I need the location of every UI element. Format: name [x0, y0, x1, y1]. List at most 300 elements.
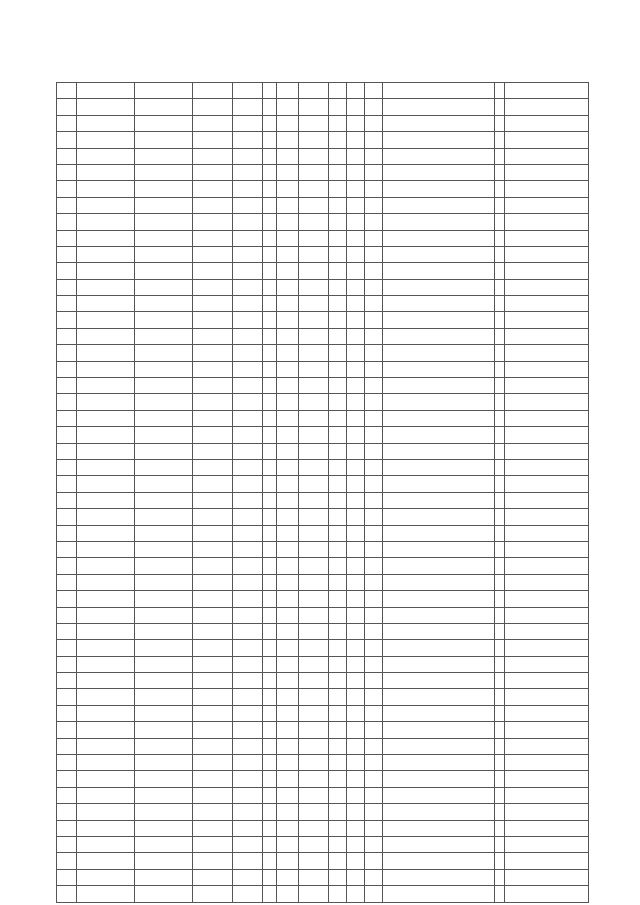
table-cell: [347, 787, 365, 803]
table-cell: [233, 476, 263, 492]
table-cell: [495, 99, 505, 115]
table-cell: [233, 607, 263, 623]
table-cell: [233, 279, 263, 295]
table-cell: [505, 886, 589, 902]
table-cell: [135, 296, 193, 312]
table-cell: [365, 345, 383, 361]
table-cell: [77, 886, 135, 902]
table-row: [57, 378, 589, 394]
table-cell: [505, 738, 589, 754]
table-cell: [233, 869, 263, 885]
table-cell: [193, 394, 233, 410]
table-cell: [299, 427, 329, 443]
table-cell: [505, 132, 589, 148]
table-cell: [233, 263, 263, 279]
table-cell: [57, 394, 77, 410]
table-cell: [383, 312, 495, 328]
table-cell: [135, 656, 193, 672]
table-cell: [277, 836, 299, 852]
table-cell: [77, 755, 135, 771]
table-cell: [135, 132, 193, 148]
table-cell: [277, 148, 299, 164]
table-cell: [57, 361, 77, 377]
table-cell: [233, 148, 263, 164]
table-cell: [299, 886, 329, 902]
table-cell: [57, 328, 77, 344]
table-row: [57, 394, 589, 410]
table-cell: [57, 869, 77, 885]
table-cell: [263, 705, 277, 721]
table-cell: [299, 83, 329, 99]
table-cell: [77, 656, 135, 672]
table-cell: [365, 656, 383, 672]
table-cell: [299, 525, 329, 541]
table-cell: [57, 181, 77, 197]
table-cell: [135, 443, 193, 459]
table-cell: [495, 132, 505, 148]
table-row: [57, 279, 589, 295]
table-cell: [135, 738, 193, 754]
table-cell: [329, 623, 347, 639]
table-cell: [383, 509, 495, 525]
table-cell: [77, 525, 135, 541]
table-cell: [193, 164, 233, 180]
table-cell: [495, 689, 505, 705]
table-cell: [277, 427, 299, 443]
table-cell: [347, 410, 365, 426]
table-cell: [365, 705, 383, 721]
table-cell: [347, 705, 365, 721]
table-cell: [277, 656, 299, 672]
table-cell: [77, 509, 135, 525]
table-cell: [193, 410, 233, 426]
table-cell: [77, 443, 135, 459]
table-cell: [347, 591, 365, 607]
table-cell: [57, 279, 77, 295]
table-cell: [299, 820, 329, 836]
table-cell: [347, 574, 365, 590]
table-cell: [329, 886, 347, 902]
table-cell: [233, 378, 263, 394]
table-cell: [329, 115, 347, 131]
table-cell: [277, 230, 299, 246]
table-cell: [329, 230, 347, 246]
table-cell: [365, 378, 383, 394]
table-cell: [365, 574, 383, 590]
table-cell: [347, 197, 365, 213]
table-cell: [57, 459, 77, 475]
table-cell: [383, 83, 495, 99]
table-row: [57, 148, 589, 164]
table-cell: [505, 345, 589, 361]
table-cell: [347, 83, 365, 99]
table-cell: [57, 246, 77, 262]
table-cell: [329, 492, 347, 508]
table-cell: [233, 197, 263, 213]
table-cell: [57, 541, 77, 557]
table-cell: [57, 230, 77, 246]
table-cell: [263, 820, 277, 836]
table-cell: [299, 361, 329, 377]
table-cell: [277, 886, 299, 902]
table-cell: [329, 427, 347, 443]
table-cell: [299, 99, 329, 115]
table-cell: [277, 771, 299, 787]
table-cell: [329, 345, 347, 361]
table-cell: [233, 164, 263, 180]
table-cell: [347, 525, 365, 541]
table-cell: [135, 541, 193, 557]
table-cell: [277, 607, 299, 623]
table-cell: [383, 361, 495, 377]
table-cell: [299, 705, 329, 721]
table-cell: [77, 640, 135, 656]
table-cell: [57, 574, 77, 590]
table-cell: [299, 378, 329, 394]
table-cell: [329, 181, 347, 197]
table-row: [57, 541, 589, 557]
table-cell: [193, 738, 233, 754]
table-cell: [57, 886, 77, 902]
table-cell: [135, 640, 193, 656]
table-cell: [277, 820, 299, 836]
table-cell: [57, 214, 77, 230]
table-cell: [329, 214, 347, 230]
table-cell: [57, 443, 77, 459]
table-cell: [233, 771, 263, 787]
table-row: [57, 99, 589, 115]
table-cell: [383, 328, 495, 344]
table-cell: [135, 673, 193, 689]
table-cell: [77, 83, 135, 99]
table-cell: [495, 328, 505, 344]
table-cell: [347, 361, 365, 377]
table-cell: [495, 459, 505, 475]
table-cell: [233, 410, 263, 426]
table-cell: [299, 804, 329, 820]
table-cell: [365, 738, 383, 754]
table-cell: [263, 361, 277, 377]
table-cell: [193, 558, 233, 574]
table-cell: [77, 771, 135, 787]
table-cell: [263, 492, 277, 508]
table-cell: [135, 197, 193, 213]
table-row: [57, 296, 589, 312]
table-cell: [77, 787, 135, 803]
table-cell: [365, 296, 383, 312]
table-cell: [495, 492, 505, 508]
table-cell: [193, 656, 233, 672]
table-cell: [299, 312, 329, 328]
table-cell: [365, 607, 383, 623]
table-cell: [193, 607, 233, 623]
table-cell: [365, 640, 383, 656]
table-cell: [57, 427, 77, 443]
table-cell: [505, 591, 589, 607]
table-cell: [77, 164, 135, 180]
table-cell: [193, 83, 233, 99]
table-cell: [383, 771, 495, 787]
table-cell: [233, 181, 263, 197]
table-cell: [505, 509, 589, 525]
table-cell: [347, 509, 365, 525]
table-cell: [263, 689, 277, 705]
table-cell: [277, 132, 299, 148]
table-cell: [495, 345, 505, 361]
table-cell: [383, 115, 495, 131]
table-cell: [263, 673, 277, 689]
table-cell: [77, 607, 135, 623]
table-cell: [347, 689, 365, 705]
table-cell: [277, 640, 299, 656]
table-cell: [135, 574, 193, 590]
table-cell: [383, 492, 495, 508]
table-cell: [505, 623, 589, 639]
table-cell: [135, 246, 193, 262]
table-cell: [193, 246, 233, 262]
table-cell: [505, 607, 589, 623]
table-cell: [383, 869, 495, 885]
table-cell: [299, 591, 329, 607]
table-cell: [347, 755, 365, 771]
table-cell: [329, 83, 347, 99]
table-cell: [299, 328, 329, 344]
table-cell: [347, 869, 365, 885]
table-cell: [277, 476, 299, 492]
table-cell: [505, 476, 589, 492]
table-cell: [329, 132, 347, 148]
table-cell: [263, 804, 277, 820]
table-cell: [135, 115, 193, 131]
table-cell: [263, 591, 277, 607]
table-row: [57, 181, 589, 197]
table-cell: [193, 214, 233, 230]
registry-table: [56, 82, 589, 903]
table-cell: [193, 574, 233, 590]
table-row: [57, 755, 589, 771]
table-cell: [495, 722, 505, 738]
table-cell: [495, 755, 505, 771]
table-cell: [233, 591, 263, 607]
table-cell: [495, 230, 505, 246]
table-cell: [299, 476, 329, 492]
table-cell: [193, 312, 233, 328]
table-row: [57, 869, 589, 885]
table-cell: [233, 246, 263, 262]
table-cell: [347, 148, 365, 164]
table-cell: [299, 509, 329, 525]
table-cell: [233, 214, 263, 230]
table-cell: [347, 214, 365, 230]
table-cell: [135, 378, 193, 394]
table-cell: [505, 148, 589, 164]
table-cell: [263, 509, 277, 525]
table-cell: [505, 755, 589, 771]
table-cell: [495, 853, 505, 869]
table-cell: [505, 427, 589, 443]
table-row: [57, 263, 589, 279]
table-cell: [193, 509, 233, 525]
table-cell: [495, 476, 505, 492]
table-cell: [233, 345, 263, 361]
table-cell: [347, 820, 365, 836]
table-row: [57, 459, 589, 475]
table-cell: [277, 673, 299, 689]
table-cell: [383, 640, 495, 656]
table-cell: [495, 361, 505, 377]
table-cell: [329, 689, 347, 705]
table-row: [57, 804, 589, 820]
table-cell: [495, 378, 505, 394]
table-cell: [135, 820, 193, 836]
table-cell: [299, 132, 329, 148]
table-cell: [77, 574, 135, 590]
table-cell: [233, 230, 263, 246]
table-cell: [263, 558, 277, 574]
table-cell: [365, 443, 383, 459]
table-cell: [277, 296, 299, 312]
table-cell: [135, 148, 193, 164]
table-cell: [347, 328, 365, 344]
table-cell: [505, 410, 589, 426]
table-cell: [383, 427, 495, 443]
table-cell: [57, 99, 77, 115]
table-cell: [233, 836, 263, 852]
table-cell: [233, 541, 263, 557]
table-cell: [135, 230, 193, 246]
table-cell: [365, 886, 383, 902]
table-cell: [57, 378, 77, 394]
table-row: [57, 164, 589, 180]
table-cell: [77, 378, 135, 394]
table-row: [57, 214, 589, 230]
table-cell: [383, 296, 495, 312]
table-cell: [263, 787, 277, 803]
table-cell: [193, 181, 233, 197]
table-cell: [383, 886, 495, 902]
table-cell: [383, 623, 495, 639]
table-cell: [57, 164, 77, 180]
table-cell: [277, 181, 299, 197]
table-cell: [77, 345, 135, 361]
table-cell: [77, 492, 135, 508]
table-cell: [233, 361, 263, 377]
table-cell: [57, 296, 77, 312]
table-cell: [233, 525, 263, 541]
table-cell: [505, 115, 589, 131]
table-cell: [347, 836, 365, 852]
table-cell: [135, 689, 193, 705]
table-cell: [347, 623, 365, 639]
table-cell: [329, 558, 347, 574]
table-cell: [383, 738, 495, 754]
table-cell: [193, 804, 233, 820]
table-cell: [233, 509, 263, 525]
table-cell: [299, 197, 329, 213]
table-cell: [263, 181, 277, 197]
table-cell: [77, 279, 135, 295]
table-cell: [495, 246, 505, 262]
table-cell: [329, 656, 347, 672]
table-cell: [193, 148, 233, 164]
table-cell: [77, 197, 135, 213]
table-cell: [329, 394, 347, 410]
table-cell: [299, 623, 329, 639]
table-cell: [365, 328, 383, 344]
table-row: [57, 771, 589, 787]
table-cell: [77, 214, 135, 230]
table-cell: [77, 722, 135, 738]
table-cell: [299, 755, 329, 771]
table-row: [57, 312, 589, 328]
table-cell: [495, 574, 505, 590]
table-cell: [329, 525, 347, 541]
table-cell: [77, 558, 135, 574]
table-cell: [365, 148, 383, 164]
table-cell: [299, 443, 329, 459]
table-cell: [193, 296, 233, 312]
table-cell: [347, 853, 365, 869]
table-cell: [193, 787, 233, 803]
table-cell: [495, 787, 505, 803]
table-cell: [135, 509, 193, 525]
table-cell: [299, 607, 329, 623]
table-row: [57, 591, 589, 607]
table-cell: [77, 853, 135, 869]
table-cell: [77, 804, 135, 820]
table-cell: [57, 312, 77, 328]
table-cell: [495, 312, 505, 328]
table-row: [57, 83, 589, 99]
table-cell: [263, 427, 277, 443]
table-cell: [193, 820, 233, 836]
table-cell: [263, 296, 277, 312]
table-cell: [505, 787, 589, 803]
table-cell: [347, 246, 365, 262]
table-cell: [193, 492, 233, 508]
table-cell: [329, 361, 347, 377]
table-cell: [383, 197, 495, 213]
table-cell: [347, 443, 365, 459]
table-cell: [263, 246, 277, 262]
table-cell: [77, 836, 135, 852]
table-cell: [277, 197, 299, 213]
table-cell: [57, 853, 77, 869]
table-cell: [329, 673, 347, 689]
table-cell: [193, 197, 233, 213]
table-cell: [329, 574, 347, 590]
table-cell: [193, 853, 233, 869]
table-cell: [495, 427, 505, 443]
table-cell: [233, 623, 263, 639]
table-cell: [347, 771, 365, 787]
table-cell: [495, 164, 505, 180]
table-cell: [277, 312, 299, 328]
table-cell: [277, 787, 299, 803]
table-cell: [365, 591, 383, 607]
table-cell: [505, 705, 589, 721]
table-cell: [233, 787, 263, 803]
table-cell: [193, 132, 233, 148]
table-cell: [277, 722, 299, 738]
table-cell: [277, 443, 299, 459]
table-cell: [263, 738, 277, 754]
table-cell: [299, 492, 329, 508]
table-cell: [505, 804, 589, 820]
table-row: [57, 640, 589, 656]
table-cell: [193, 869, 233, 885]
table-cell: [77, 132, 135, 148]
